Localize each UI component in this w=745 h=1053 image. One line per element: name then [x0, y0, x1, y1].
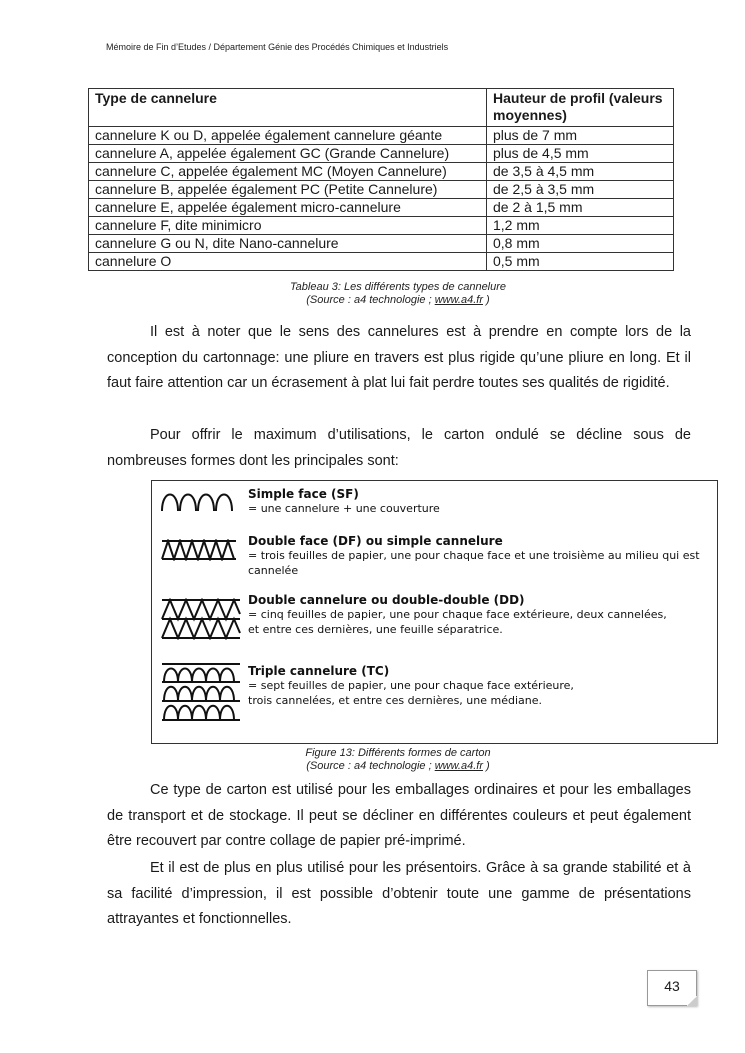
table-row: [89, 181, 674, 199]
figure-caption: [88, 747, 708, 773]
table-row: [89, 217, 674, 235]
table-row: [89, 235, 674, 253]
figure-item-title: Double face (DF) ou simple cannelure: [248, 534, 503, 548]
figure-item-df: [248, 534, 717, 578]
paragraph-4-text: Et il est de plus en plus utilisé pour les présentoirs. Grâce à sa grande stabilité et à sa facilité d’impression, il est possible d’obtenir toute une gamme de présentations attrayantes et fonctionnelles.: [107, 860, 691, 927]
table-cell: cannelure E, appelée également micro-cannelure: [89, 199, 487, 217]
table-cell: plus de 7 mm: [487, 127, 674, 145]
table-header-row: [89, 89, 674, 127]
single-face-flute-icon: [160, 487, 244, 513]
figure-item-desc: = sept feuilles de papier, une pour chaque face extérieure,: [248, 679, 574, 692]
flute-types-table: [88, 88, 674, 271]
figure-item-desc: = une cannelure + une couverture: [248, 502, 440, 515]
source-link[interactable]: www.a4.fr: [434, 760, 483, 772]
table-cell: cannelure F, dite minimicro: [89, 217, 487, 235]
carton-forms-figure: [151, 480, 718, 744]
table-caption-title: Tableau 3: Les différents types de cannelure: [289, 281, 507, 293]
figure-item-desc: = cinq feuilles de papier, une pour chaque face extérieure, deux cannelées,: [248, 608, 667, 621]
paragraph-1-text: Il est à noter que le sens des cannelures est à prendre en compte lors de la conception du cartonnage: une pliure en travers est plus rigide qu’une pliure en long. Et il faut faire attention car un écrasement à plat lui fait perdre toutes ses qualités de rigidité.: [107, 324, 691, 391]
source-link[interactable]: www.a4.fr: [434, 294, 483, 306]
figure-item-desc: et entre ces dernières, une feuille séparatrice.: [248, 623, 503, 636]
table-row: [89, 253, 674, 271]
table-row: [89, 145, 674, 163]
table-cell: de 3,5 à 4,5 mm: [487, 163, 674, 181]
table-cell: cannelure B, appelée également PC (Petite Cannelure): [89, 181, 487, 199]
figure-caption-source: [88, 760, 708, 773]
paragraph-3-text: Ce type de carton est utilisé pour les emballages ordinaires et pour les emballages de transport et de stockage. Il peut se décliner en différentes couleurs et peut également être recouvert par contre collage de papier pré-imprimé.: [107, 782, 691, 849]
source-suffix: ): [482, 294, 490, 306]
paragraph-3: [107, 778, 691, 855]
paragraph-1: [107, 320, 691, 397]
figure-item-desc: trois cannelées, et entre ces dernières, une médiane.: [248, 694, 542, 707]
figure-item-sf: [248, 487, 440, 516]
figure-caption-title: Figure 13: Différents formes de carton: [305, 747, 491, 759]
table-cell: 0,5 mm: [487, 253, 674, 271]
triple-wall-flute-icon: [160, 662, 244, 722]
table-header-type: Type de cannelure: [89, 89, 487, 127]
running-header: Mémoire de Fin d’Etudes / Département Génie des Procédés Chimiques et Industriels: [106, 42, 449, 52]
table-cell: de 2,5 à 3,5 mm: [487, 181, 674, 199]
source-prefix: (Source : a4 technologie ;: [306, 294, 435, 306]
source-suffix: ): [482, 760, 490, 772]
table-cell: cannelure K ou D, appelée également cannelure géante: [89, 127, 487, 145]
table-row: [89, 127, 674, 145]
table-row: [89, 199, 674, 217]
figure-item-tc: [248, 664, 574, 708]
figure-item-dd: [248, 593, 667, 637]
table-caption-source: [88, 294, 708, 307]
page-number: 43: [647, 970, 697, 1006]
double-face-flute-icon: [160, 539, 244, 561]
figure-item-title: Triple cannelure (TC): [248, 664, 390, 678]
table-row: [89, 163, 674, 181]
table-cell: cannelure G ou N, dite Nano-cannelure: [89, 235, 487, 253]
figure-item-desc: = trois feuilles de papier, une pour chaque face et une troisième au milieu qui est cannelée: [248, 549, 700, 577]
figure-item-title: Simple face (SF): [248, 487, 359, 501]
table-caption: [88, 281, 708, 307]
figure-item-title: Double cannelure ou double-double (DD): [248, 593, 525, 607]
source-prefix: (Source : a4 technologie ;: [306, 760, 435, 772]
table-cell: plus de 4,5 mm: [487, 145, 674, 163]
paragraph-4: [107, 856, 691, 933]
paragraph-2-text: Pour offrir le maximum d’utilisations, le carton ondulé se décline sous de nombreuses formes dont les principales sont:: [107, 427, 691, 469]
table-cell: 0,8 mm: [487, 235, 674, 253]
paragraph-2: [107, 423, 691, 474]
table-cell: 1,2 mm: [487, 217, 674, 235]
table-cell: cannelure C, appelée également MC (Moyen Cannelure): [89, 163, 487, 181]
double-wall-flute-icon: [160, 598, 244, 640]
table-cell: cannelure A, appelée également GC (Grande Cannelure): [89, 145, 487, 163]
table-cell: de 2 à 1,5 mm: [487, 199, 674, 217]
table-header-height: Hauteur de profil (valeurs moyennes): [487, 89, 674, 127]
table-cell: cannelure O: [89, 253, 487, 271]
